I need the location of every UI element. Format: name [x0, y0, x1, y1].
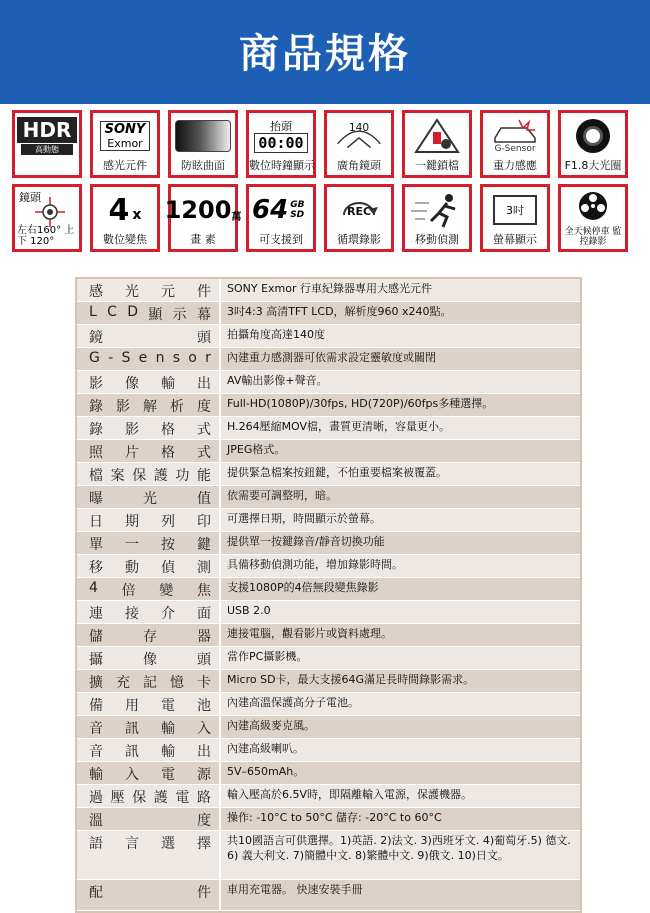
spec-value: 內建高級麥克風。 [219, 716, 580, 738]
spec-label: 錄 影 格 式 [89, 422, 211, 438]
svg-text:REC: REC [346, 205, 372, 218]
feature-lens-rotation [12, 184, 82, 252]
spec-row [77, 647, 580, 670]
feature-label: 數位時鐘顯示 [249, 159, 315, 172]
wide-angle-icon [330, 116, 388, 156]
anti-glare-icon [175, 120, 231, 152]
feature-label: 移動偵測 [415, 233, 459, 246]
spec-label: 感 光 元 件 [89, 284, 211, 300]
feature-motion-detect [402, 184, 472, 252]
digital-zoom-icon: 4 [108, 192, 130, 228]
spec-label: 日 期 列 印 [89, 514, 211, 530]
spec-label: 輸 入 電 源 [89, 767, 211, 783]
g-sensor-icon [489, 118, 541, 144]
motion-detect-icon [409, 191, 465, 229]
lens-rotation-icon [33, 197, 67, 227]
feature-label: F1.8大光圈 [564, 159, 622, 172]
spec-row [77, 348, 580, 371]
spec-label: 備 用 電 池 [89, 698, 211, 714]
spec-label: 溫 度 [89, 813, 211, 829]
spec-label: 曝 光 值 [89, 491, 211, 507]
spec-row [77, 417, 580, 440]
spec-row [77, 463, 580, 486]
spec-value: 提供單一按鍵錄音/靜音切換功能 [219, 532, 580, 554]
spec-row [77, 509, 580, 532]
spec-value: 3吋4:3 高清TFT LCD，解析度960 x240點。 [219, 302, 580, 324]
feature-sd-card [246, 184, 316, 252]
spec-value: 可選擇日期，時間顯示於螢幕。 [219, 509, 580, 531]
spec-label: 音 訊 輸 入 [89, 721, 211, 737]
spec-row [77, 762, 580, 785]
parking-monitor-icon [577, 190, 609, 222]
hdr-icon: HDR [17, 117, 78, 143]
spec-label: 語 言 選 擇 [89, 836, 211, 852]
spec-value: 車用充電器。 快速安裝手冊 [219, 880, 580, 910]
spec-label: 配 件 [89, 885, 211, 901]
spec-row [77, 302, 580, 325]
spec-row [77, 670, 580, 693]
feature-one-key-lock [402, 110, 472, 178]
spec-value: 共10國語言可供選擇。1)英語. 2)法文. 3)西班牙文. 4)葡萄牙.5) 德文. 6) 義大利文. 7)簡體中文. 8)繁體中文. 9)俄文. 10)日文。 [219, 831, 580, 879]
sd-card-icon: 64 [252, 195, 289, 225]
feature-label: 循環錄影 [337, 233, 381, 246]
spec-value: 輸入壓高於6.5V時，即隔離輸入電源，保護機器。 [219, 785, 580, 807]
feature-label: 廣角鏡頭 [337, 159, 381, 172]
spec-row [77, 716, 580, 739]
spec-value: 5V–650mAh。 [219, 762, 580, 784]
spec-value: 拍攝角度高達140度 [219, 325, 580, 347]
feature-label: 數位變焦 [103, 233, 147, 246]
spec-label: 攝 像 頭 [89, 652, 211, 668]
spec-value: 連接電腦，觀看影片或資料處理。 [219, 624, 580, 646]
clock-caption: 抬頭 [270, 119, 292, 133]
loop-record-icon [334, 191, 384, 229]
feature-aperture [558, 110, 628, 178]
megapixel-unit: 萬 [231, 211, 242, 223]
spec-row [77, 578, 580, 601]
feature-digital-clock [246, 110, 316, 178]
spec-label: 儲 存 器 [89, 629, 211, 645]
spec-value: 內建高級喇叭。 [219, 739, 580, 761]
lens-angle-text: 左右160° 上下 120° [17, 225, 75, 247]
aperture-icon [576, 119, 610, 153]
feature-digital-zoom [90, 184, 160, 252]
spec-row [77, 555, 580, 578]
spec-table [75, 277, 582, 913]
spec-value: Micro SD卡，最大支援64G滿足長時間錄影需求。 [219, 670, 580, 692]
spec-row [77, 601, 580, 624]
spec-label: 音 訊 輸 出 [89, 744, 211, 760]
feature-hdr [12, 110, 82, 178]
header-banner [0, 0, 650, 104]
spec-label: L C D 顯 示 幕 [89, 304, 211, 323]
feature-label: 感光元件 [103, 159, 147, 172]
feature-label: 螢幕顯示 [493, 233, 537, 246]
spec-label: 單 一 按 鍵 [89, 537, 211, 553]
spec-value: 支援1080P的4倍無段變焦錄影 [219, 578, 580, 600]
spec-row [77, 325, 580, 348]
svg-text:140: 140 [348, 121, 370, 135]
spec-label: 擴 充 記 憶 卡 [89, 675, 211, 691]
spec-row [77, 532, 580, 555]
spec-row [77, 279, 580, 302]
spec-value: 具備移動偵測功能，增加錄影時間。 [219, 555, 580, 577]
spec-label: 鏡 頭 [89, 330, 211, 346]
page-title: 商品規格 [239, 31, 411, 77]
feature-anti-glare [168, 110, 238, 178]
sony-exmor-icon: SONY Exmor [100, 121, 151, 151]
feature-label: 重力感應 [493, 159, 537, 172]
g-sensor-caption: G-Sensor [494, 144, 536, 154]
digital-clock-icon: 00:00 [254, 133, 307, 153]
feature-g-sensor [480, 110, 550, 178]
feature-loop-record [324, 184, 394, 252]
spec-value: SONY Exmor 行車紀錄器專用大感光元件 [219, 279, 580, 301]
feature-label: 防眩曲面 [181, 159, 225, 172]
spec-value: USB 2.0 [219, 601, 580, 623]
feature-parking-monitor [558, 184, 628, 252]
spec-label: 檔 案 保 護 功 能 [89, 468, 211, 484]
spec-row [77, 808, 580, 831]
spec-row [77, 394, 580, 417]
spec-row [77, 785, 580, 808]
spec-label: 照 片 格 式 [89, 445, 211, 461]
spec-value: 提供緊急檔案按鈕鍵，不怕重要檔案被覆蓋。 [219, 463, 580, 485]
screen-size-icon: 3吋 [493, 195, 537, 225]
spec-label: G - S e n s o r [89, 350, 211, 366]
megapixel-icon: 1200 [164, 196, 232, 224]
spec-label: 錄 影 解 析 度 [89, 399, 211, 415]
spec-row [77, 831, 580, 880]
spec-label: 移 動 偵 測 [89, 560, 211, 576]
spec-row [77, 880, 580, 911]
sd-card-unit: GB SD [290, 200, 305, 220]
feature-label: 可支援到 [259, 233, 303, 246]
feature-wide-angle [324, 110, 394, 178]
zoom-x-label: x [132, 207, 142, 223]
spec-value: 內建重力感測器可依需求設定靈敏度或關閉 [219, 348, 580, 370]
spec-row [77, 739, 580, 762]
spec-row [77, 440, 580, 463]
spec-label: 影 像 輸 出 [89, 376, 211, 392]
lens-caption: 鏡頭 [19, 191, 41, 204]
spec-row [77, 486, 580, 509]
spec-row [77, 624, 580, 647]
spec-value: 當作PC攝影機。 [219, 647, 580, 669]
spec-label: 連 接 介 面 [89, 606, 211, 622]
spec-label: 4 倍 變 焦 [89, 580, 211, 599]
feature-screen-size [480, 184, 550, 252]
feature-sony-exmor [90, 110, 160, 178]
hdr-sub-label: 高動態 [21, 144, 73, 155]
one-key-lock-icon [412, 116, 462, 156]
spec-value: JPEG格式。 [219, 440, 580, 462]
spec-value: 操作: -10°C to 50°C 儲存: -20°C to 60°C [219, 808, 580, 830]
spec-value: Full-HD(1080P)/30fps, HD(720P)/60fps多種選擇。 [219, 394, 580, 416]
feature-label: 畫 素 [190, 233, 216, 246]
spec-value: AV輸出影像+聲音。 [219, 371, 580, 393]
spec-value: H.264壓縮MOV檔，畫質更清晰，容量更小。 [219, 417, 580, 439]
spec-row [77, 693, 580, 716]
spec-row [77, 371, 580, 394]
feature-label: 一鍵鎖檔 [415, 159, 459, 172]
spec-value: 內建高溫保護高分子電池。 [219, 693, 580, 715]
feature-megapixel [164, 184, 242, 252]
spec-value: 依需要可調整明，暗。 [219, 486, 580, 508]
parking-caption: 全天候停車 監控錄影 [564, 227, 622, 247]
spec-label: 過 壓 保 護 電 路 [89, 790, 211, 806]
